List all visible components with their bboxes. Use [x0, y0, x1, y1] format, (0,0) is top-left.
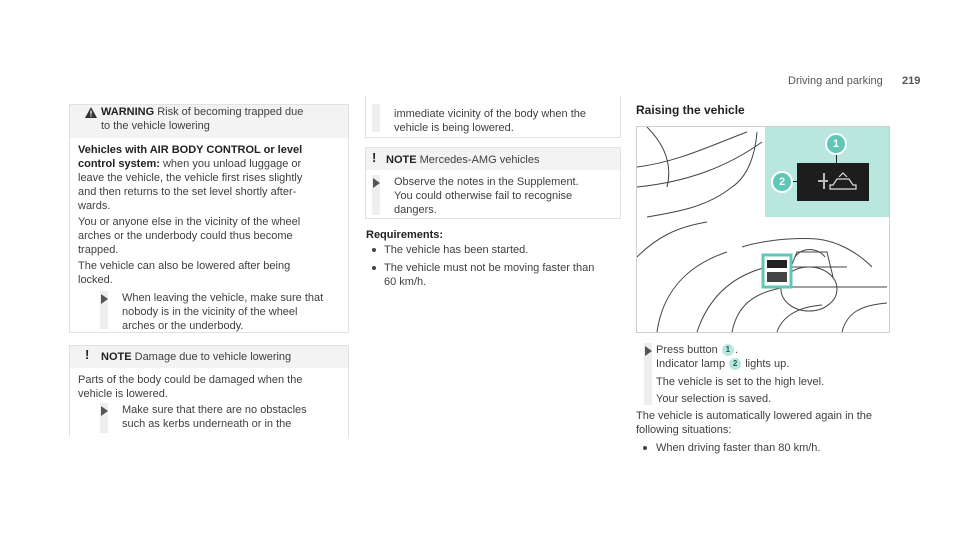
callout-1: 1: [825, 133, 847, 155]
warning-title-line2: to the vehicle lowering: [101, 120, 210, 132]
note-damage-p-l1: Parts of the body could be damaged when the: [78, 374, 303, 386]
bullet-dot: [372, 266, 376, 270]
raising-step-2-text: Indicator lamp: [656, 358, 726, 370]
note-amg-step-l3: dangers.: [394, 204, 437, 216]
note-exclamation-icon: !: [372, 150, 377, 165]
warning-step-l3: arches or the underbody.: [122, 320, 244, 332]
warning-step-l2: nobody is in the vicinity of the wheel: [122, 306, 298, 318]
raising-step-3: The vehicle is set to the high level.: [656, 376, 825, 388]
warning-p1-text1: when you unload luggage or: [162, 158, 302, 170]
note-damage-title-rest: Damage due to vehicle lowering: [134, 351, 292, 363]
warning-p1-bold2: control system:: [78, 158, 160, 170]
warning-title: [101, 105, 303, 119]
warning-label: WARNING: [101, 106, 155, 118]
button-ref-badge: 1: [722, 344, 734, 356]
requirement-item-2-l2: 60 km/h.: [384, 276, 427, 288]
warning-p1-l3: and then returns to the set level shortly after-: [78, 186, 297, 198]
warning-p1-l2: leave the vehicle, the vehicle first rises slightly: [78, 172, 303, 184]
warning-p2-l2: arches or the underbody could thus become: [78, 230, 293, 242]
step-arrow-icon: [373, 178, 380, 188]
note-damage-step-l1: Make sure that there are no obstacles: [122, 404, 307, 416]
warning-p1-l1: [78, 157, 301, 171]
raising-step-4: Your selection is saved.: [656, 393, 772, 405]
raising-step-1: [656, 343, 738, 357]
warning-p1-bold1: Vehicles with AIR BODY CONTROL or level: [78, 144, 303, 156]
raising-after-l1: The vehicle is automatically lowered again in the: [636, 410, 873, 422]
note-damage-cont-l2: vehicle is being lowered.: [394, 122, 514, 134]
note-amg-title: [386, 153, 539, 167]
raising-after-l2: following situations:: [636, 424, 732, 436]
raising-step-2-end: lights up.: [745, 358, 790, 370]
console-drawing: [637, 127, 889, 332]
lamp-ref-badge: 2: [729, 358, 741, 370]
warning-p1-l4: wards.: [78, 200, 111, 212]
warning-triangle-icon: [85, 107, 97, 118]
callout-2-line: [793, 181, 802, 182]
note-amg-title-rest: Mercedes-AMG vehicles: [419, 154, 540, 166]
note-exclamation-icon: !: [85, 347, 90, 362]
warning-p3-l1: The vehicle can also be lowered after being: [78, 260, 291, 272]
callout-1-line: [836, 155, 837, 163]
requirement-item-1: The vehicle has been started.: [384, 244, 529, 256]
warning-p3-l2: locked.: [78, 274, 113, 286]
step-arrow-icon: [101, 294, 108, 304]
warning-p2-l3: trapped.: [78, 244, 119, 256]
note-amg-label: NOTE: [386, 154, 417, 166]
requirement-item-2-l1: The vehicle must not be moving faster than: [384, 262, 595, 274]
warning-title-rest: Risk of becoming trapped due: [157, 106, 304, 118]
page-number: 219: [902, 75, 921, 87]
note-damage-title: [101, 350, 291, 364]
callout-2: 2: [771, 171, 793, 193]
bullet-dot: [643, 446, 647, 450]
note-amg-step-l1: Observe the notes in the Supplement.: [394, 176, 579, 188]
console-illustration: [636, 126, 890, 333]
step-arrow-icon: [101, 406, 108, 416]
bullet-dot: [372, 248, 376, 252]
raising-step-1-text: Press button: [656, 344, 718, 356]
requirements-heading: Requirements:: [366, 229, 444, 241]
warning-step-l1: When leaving the vehicle, make sure that: [122, 292, 324, 304]
raising-step-2: [656, 357, 789, 371]
note-damage-cont-l1: immediate vicinity of the body when the: [394, 108, 586, 120]
raising-heading: Raising the vehicle: [636, 103, 745, 117]
note-damage-step-l2: such as kerbs underneath or in the: [122, 418, 292, 430]
note-damage-cont-bar: [372, 104, 380, 132]
note-damage-p-l2: vehicle is lowered.: [78, 388, 168, 400]
note-damage-label: NOTE: [101, 351, 132, 363]
raising-bullet-1: When driving faster than 80 km/h.: [656, 442, 821, 454]
step-arrow-icon: [645, 346, 652, 356]
section-title: Driving and parking: [788, 75, 883, 87]
raising-step-1-end: .: [734, 344, 738, 356]
warning-p2-l1: You or anyone else in the vicinity of the wheel: [78, 216, 301, 228]
note-amg-step-l2: You could otherwise fail to recognise: [394, 190, 573, 202]
